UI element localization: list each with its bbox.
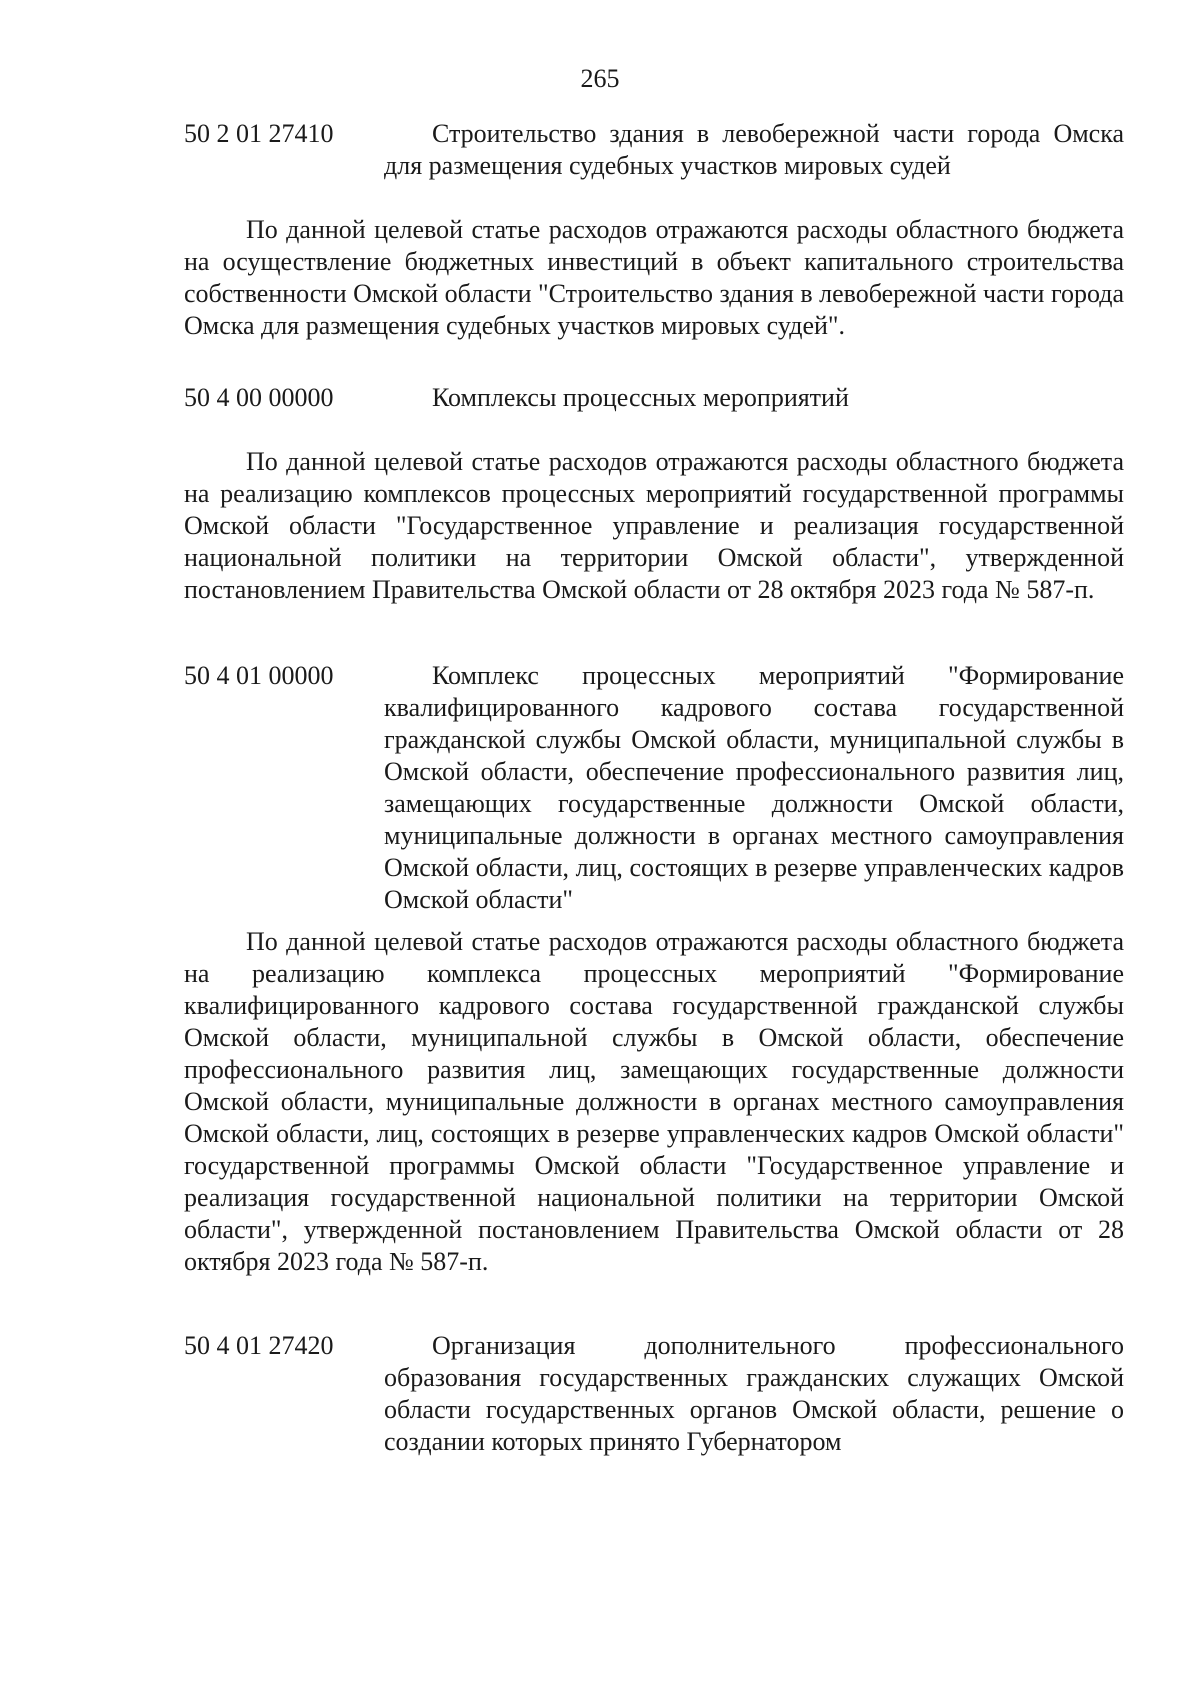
entry-code: 50 4 00 00000 [184,383,334,412]
budget-entry [184,382,1124,414]
description-paragraph: По данной целевой статье расходов отражаются расходы областного бюджета на реализацию комплексов процессных мероприятий государственной программы Омской области "Государственное управление и реализация государственной национальной политики на территории Омской области", утвержденной постановлением Правительства Омской области от 28 октября 2023 года № 587-п. [184,447,1124,604]
description-paragraph: По данной целевой статье расходов отражаются расходы областного бюджета на осуществление бюджетных инвестиций в объект капитального строительства собственности Омской области "Строительство здания в левобережной части города Омска для размещения судебных участков мировых судей". [184,215,1124,340]
budget-entry [184,118,1124,182]
entry-title: Строительство здания в левобережной части города Омска для размещения судебных участков мировых судей [384,119,1124,180]
page-number: 265 [580,64,620,93]
entry-title: Комплекс процессных мероприятий "Формирование квалифицированного кадрового состава государственной гражданской службы Омской области, муниципальной службы в Омской области, обеспечение профессионального развития лиц, замещающих государственные должности Омской области, муниципальные должности в органах местного самоуправления Омской области, лиц, состоящих в резерве управленческих кадров Омской области" [384,661,1124,914]
entry-code: 50 4 01 27420 [184,1331,334,1360]
entry-code: 50 4 01 00000 [184,661,334,690]
entry-title: Организация дополнительного профессионального образования государственных гражданских служащих Омской области государственных органов Омской области, решение о создании которых принято Губернатором [384,1331,1124,1456]
description-paragraph: По данной целевой статье расходов отражаются расходы областного бюджета на реализацию комплекса процессных мероприятий "Формирование квалифицированного кадрового состава государственной гражданской службы Омской области, муниципальной службы в Омской области, обеспечение профессионального развития лиц, замещающих государственные должности Омской области, муниципальные должности в органах местного самоуправления Омской области, лиц, состоящих в резерве управленческих кадров Омской области" государственной программы Омской области "Государственное управление и реализация государственной национальной политики на территории Омской области", утвержденной постановлением Правительства Омской области от 28 октября 2023 года № 587-п. [184,927,1124,1276]
budget-entry [184,660,1124,916]
entry-code: 50 2 01 27410 [184,119,334,148]
entry-title: Комплексы процессных мероприятий [432,383,849,412]
budget-entry [184,1330,1124,1458]
